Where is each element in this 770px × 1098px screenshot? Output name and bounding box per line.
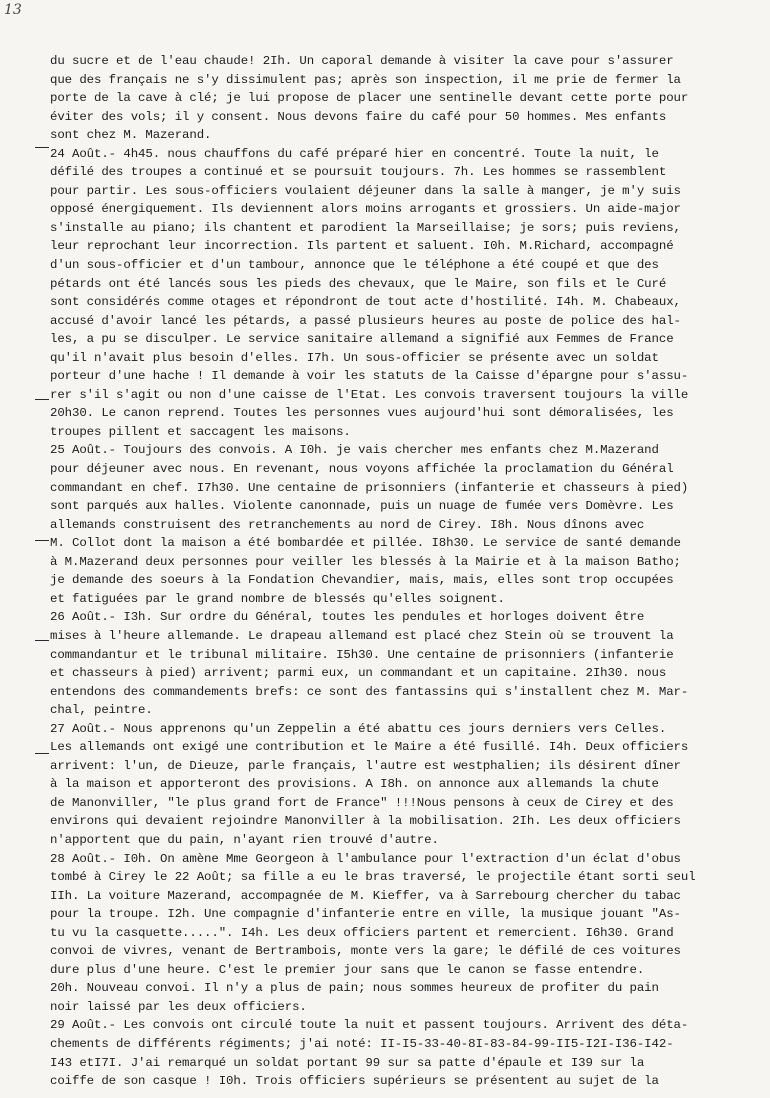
- text-line: tombé à Cirey le 22 Août; sa fille a eu le bras traversé, le projectile étant sorti seul: [50, 870, 696, 885]
- text-line: noir laissé par les deux officiers.: [50, 999, 307, 1014]
- text-line: et chasseurs à pied) arrivent; parmi eux, un commandant et un capitaine. 2Ih30. nous: [50, 666, 667, 681]
- text-line: 24 Août.- 4h45. nous chauffons du café préparé hier en concentré. Toute la nuit, le: [50, 146, 659, 161]
- text-line: entendons des commandements brefs: ce sont des fantassins qui s'installent chez M. Mar-: [50, 684, 689, 699]
- text-line: commandant en chef. I7h30. Une centaine de prisonniers (infanterie et chasseurs à pied): [50, 480, 689, 495]
- text-line: à M.Mazerand deux personnes pour veiller les blessés à la Mairie et à la maison Batho;: [50, 554, 681, 569]
- text-line: opposé énergiquement. Ils deviennent alors moins arrogants et grossiers. Un aide-major: [50, 202, 681, 217]
- page-number-annotation: 13: [4, 2, 22, 18]
- text-line: 26 Août.- I3h. Sur ordre du Général, toutes les pendules et horloges doivent être: [50, 610, 645, 625]
- text-line: sont considérés comme otages et répondront de tout acte d'hostilité. I4h. M. Chabeaux,: [50, 295, 681, 310]
- text-line: que des français ne s'y dissimulent pas; après son inspection, il me prie de fermer la: [50, 72, 681, 87]
- text-line: sont chez M. Mazerand.: [50, 128, 212, 143]
- text-line: pour déjeuner avec nous. En revenant, nous voyons affichée la proclamation du Général: [50, 462, 674, 477]
- text-line: rer s'il s'agit ou non d'une caisse de l'Etat. Les convois traversent toujours la ville: [50, 387, 689, 402]
- text-line: commandantur et le tribunal militaire. I5h30. Une centaine de prisonniers (infanterie: [50, 647, 674, 662]
- text-line: pour la troupe. I2h. Une compagnie d'infanterie entre en ville, la musique jouant "As-: [50, 907, 681, 922]
- text-line: tu vu la casquette.....". I4h. Les deux officiers partent et remercient. I6h30. Grand: [50, 925, 674, 940]
- text-line: dure plus d'une heure. C'est le premier jour sans que le canon se fasse entendre.: [50, 962, 645, 977]
- text-line: M. Collot dont la maison a été bombardée et pillée. I8h30. Le service de santé demande: [50, 536, 681, 551]
- text-line: 27 Août.- Nous apprenons qu'un Zeppelin a été abattu ces jours derniers vers Celles.: [50, 721, 667, 736]
- text-line: qu'il n'avait plus besoin d'elles. I7h. Un sous-officier se présente avec un soldat: [50, 350, 659, 365]
- text-line: du sucre et de l'eau chaude! 2Ih. Un caporal demande à visiter la cave pour s'assurer: [50, 54, 674, 68]
- margin-dash-27-aout: [35, 640, 49, 641]
- text-line: pour partir. Les sous-officiers voulaient déjeuner dans la salle à manger, je m'y suis: [50, 183, 681, 198]
- text-line: 28 Août.- I0h. On amène Mme Georgeon à l'ambulance pour l'extraction d'un éclat d'obus: [50, 851, 681, 866]
- text-line: allemands construisent des retranchements au nord de Cirey. I8h. Nous dînons avec: [50, 517, 645, 532]
- text-line: chal, peintre.: [50, 703, 153, 718]
- text-line: défilé des troupes a continué et se poursuit toujours. 7h. Les hommes se rassemblent: [50, 165, 667, 180]
- margin-dash-26-aout: [35, 540, 49, 541]
- text-line: chements de différents régiments; j'ai noté: II-I5-33-40-8I-83-84-99-II5-I2I-I36-I42-: [50, 1036, 674, 1051]
- text-line: 20h. Nouveau convoi. Il n'y a plus de pain; nous sommes heureux de profiter du pain: [50, 981, 659, 996]
- text-line: coiffe de son casque ! I0h. Trois officiers supérieurs se présentent au sujet de la: [50, 1074, 659, 1089]
- text-line: porteur d'une hache ! Il demande à voir les statuts de la Caisse d'épargne pour s'assu-: [50, 369, 689, 384]
- margin-dash-25-aout: [35, 399, 49, 400]
- typewritten-text: [50, 52, 762, 1091]
- text-line: arrivent: l'un, de Dieuze, parle français, l'autre est westphalien; ils désirent dîner: [50, 758, 681, 773]
- text-line: éviter des vols; il y consent. Nous devons faire du café pour 50 hommes. Mes enfants: [50, 109, 667, 124]
- text-line: n'apportent que du pain, n'ayant rien trouvé d'autre.: [50, 832, 439, 847]
- text-line: 25 Août.- Toujours des convois. A I0h. je vais chercher mes enfants chez M.Mazerand: [50, 443, 659, 458]
- text-line: convoi de vivres, venant de Bertrambois, monte vers la gare; le défilé de ces voitures: [50, 944, 681, 959]
- text-line: pétards ont été lancés sous les pieds des chevaux, que le Maire, son fils et le Curé: [50, 276, 667, 291]
- text-line: de Manonviller, "le plus grand fort de France" !!!Nous pensons à ceux de Cirey et des: [50, 795, 674, 810]
- text-line: à la maison et apporteront des provisions. A I8h. on annonce aux allemands la chute: [50, 777, 659, 792]
- text-line: 20h30. Le canon reprend. Toutes les personnes vues aujourd'hui sont démoralisées, les: [50, 406, 674, 421]
- text-line: Les allemands ont exigé une contribution et le Maire a été fusillé. I4h. Deux officiers: [50, 740, 689, 755]
- margin-dash-28-aout: [35, 753, 49, 754]
- text-line: d'un sous-officier et d'un tambour, annonce que le téléphone a été coupé et que des: [50, 258, 659, 273]
- text-line: et fatiguées par le grand nombre de blessés qu'elles soignent.: [50, 591, 505, 606]
- text-line: I43 etI7I. J'ai remarqué un soldat portant 99 sur sa patte d'épaule et I39 sur la: [50, 1055, 645, 1070]
- text-line: mises à l'heure allemande. Le drapeau allemand est placé chez Stein où se trouvent la: [50, 628, 674, 643]
- text-line: sont parqués aux halles. Violente canonnade, puis un nuage de fumée vers Domèvre. Les: [50, 499, 674, 514]
- margin-dash-24-aout: [35, 147, 49, 148]
- text-line: accusé d'avoir lancé les pétards, a passé plusieurs heures au poste de police des hal-: [50, 313, 681, 328]
- text-line: les, a pu se disculper. Le service sanitaire allemand a signifié aux Femmes de France: [50, 332, 674, 347]
- text-line: leur reprochant leur incorrection. Ils partent et saluent. I0h. M.Richard, accompagné: [50, 239, 674, 254]
- text-line: environs qui devaient rejoindre Manonviller à la mobilisation. 2Ih. Les deux officiers: [50, 814, 681, 829]
- text-line: IIh. La voiture Mazerand, accompagnée de M. Kieffer, va à Sarrebourg chercher du tabac: [50, 888, 681, 903]
- text-line: troupes pillent et saccagent les maisons.: [50, 424, 351, 439]
- text-line: 29 Août.- Les convois ont circulé toute la nuit et passent toujours. Arrivent des déta-: [50, 1018, 689, 1033]
- text-line: s'installe au piano; ils chantent et parodient la Marseillaise; je sors; puis reviens,: [50, 220, 681, 235]
- text-line: porte de la cave à clé; je lui propose de placer une sentinelle devant cette porte pour: [50, 91, 689, 106]
- text-line: je demande des soeurs à la Fondation Chevandier, mais, mais, elles sont trop occupées: [50, 573, 674, 588]
